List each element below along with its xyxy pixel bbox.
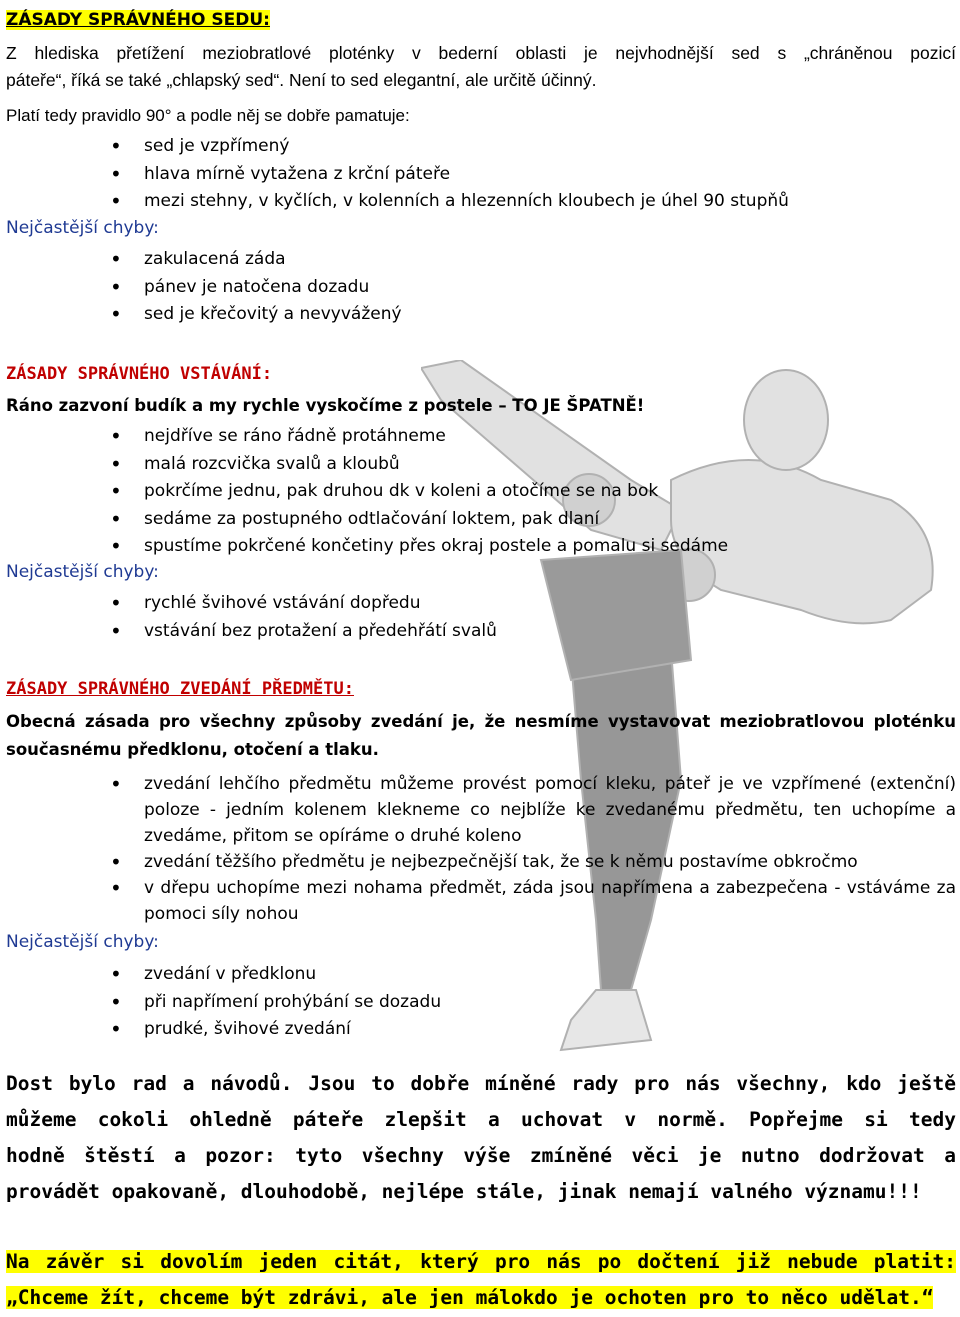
list-item: • při napřímení prohýbání se dozadu (6, 989, 956, 1017)
list-item: • hlava mírně vytažena z krční páteře (6, 161, 956, 189)
quote-intro: Na závěr si dovolím jeden citát, který pro nás po dočtení již nebude platit: (6, 1250, 956, 1273)
sed-list (6, 133, 956, 216)
closing-line3: hodně štěstí a pozor: tyto všechny výše zmíněné věci je nutno dodržovat a (6, 1144, 956, 1167)
vstavani-errors-label: Nejčastější chyby: (6, 562, 159, 582)
quote-text: „Chceme žít, chceme být zdrávi, ale jen málokdo je ochoten pro to něco udělat.“ (6, 1286, 934, 1309)
vstavani-list (6, 423, 956, 561)
list-item: • spustíme pokrčené končetiny přes okraj postele a pomalu si sedáme (6, 533, 956, 561)
list-item: • v dřepu uchopíme mezi nohama předmět, záda jsou napřímena a zabezpečena - vstáváme za pomoci síly nohou (6, 875, 956, 927)
list-item: • sedáme za postupného odtlačování loktem, pak dlaní (6, 506, 956, 534)
quote-intro-wrap (6, 1244, 956, 1280)
closing-line4: provádět opakovaně, dlouhodobě, nejlépe stále, jinak nemají valného významu!!! (6, 1180, 922, 1203)
list-item: • pánev je natočena dozadu (6, 274, 956, 302)
list-item: • prudké, švihové zvedání (6, 1016, 956, 1044)
zvedani-intro-line2: současnému předklonu, otočení a tlaku. (6, 740, 379, 759)
heading-zvedani: ZÁSADY SPRÁVNÉHO ZVEDÁNÍ PŘEDMĚTU: (6, 679, 354, 699)
sed-errors-list (6, 246, 956, 329)
list-item: • malá rozcvička svalů a kloubů (6, 451, 956, 479)
vstavani-intro: Ráno zazvoní budík a my rychle vyskočíme z postele – TO JE ŠPATNĚ! (6, 396, 645, 415)
sed-errors-label: Nejčastější chyby: (6, 218, 159, 238)
sed-intro-line1: Z hlediska přetížení meziobratlové ploténky v bederní oblasti je nejvhodnější sed s „chráněnou pozicí (6, 43, 956, 63)
quote-text-wrap (6, 1280, 956, 1316)
zvedani-errors-list (6, 961, 956, 1044)
zvedani-errors-label: Nejčastější chyby: (6, 932, 159, 952)
list-item: • rychlé švihové vstávání dopředu (6, 590, 956, 618)
vstavani-errors-list (6, 590, 956, 645)
closing-line1: Dost bylo rad a návodů. Jsou to dobře míněné rady pro nás všechny, kdo ještě (6, 1072, 956, 1095)
list-item: • zvedání lehčího předmětu můžeme provést pomocí kleku, páteř je ve vzpřímené (extenční) poloze - jedním kolenem klekneme co nejblíže ke zvedanému předmětu, ten uchopíme a zvedáme, přitom se opíráme o druhé koleno (6, 771, 956, 849)
closing-line2: můžeme cokoli ohledně páteře zlepšit a uchovat v normě. Popřejme si tedy (6, 1108, 956, 1131)
sed-rule: Platí tedy pravidlo 90° a podle něj se dobře pamatuje: (6, 106, 410, 125)
list-item: • mezi stehny, v kyčlích, v kolenních a hlezenních kloubech je úhel 90 stupňů (6, 188, 956, 216)
sed-intro-line2: páteře“, říká se také „chlapský sed“. Není to sed elegantní, ale určitě účinný. (6, 70, 597, 90)
heading-vstavani: ZÁSADY SPRÁVNÉHO VSTÁVÁNÍ: (6, 364, 273, 384)
zvedani-intro-line1: Obecná zásada pro všechny způsoby zvedání je, že nesmíme vystavovat meziobratlovou ploténku (6, 712, 956, 731)
list-item: • nejdříve se ráno řádně protáhneme (6, 423, 956, 451)
heading-sed: ZÁSADY SPRÁVNÉHO SEDU: (6, 10, 270, 30)
list-item: • zvedání těžšího předmětu je nejbezpečnější tak, že se k němu postavíme obkročmo (6, 849, 956, 875)
list-item: • zvedání v předklonu (6, 961, 956, 989)
list-item: • sed je vzpřímený (6, 133, 956, 161)
zvedani-list (6, 771, 956, 927)
list-item: • pokrčíme jednu, pak druhou dk v koleni a otočíme se na bok (6, 478, 956, 506)
list-item: • vstávání bez protažení a předehřátí svalů (6, 618, 956, 646)
list-item: • zakulacená záda (6, 246, 956, 274)
list-item: • sed je křečovitý a nevyvážený (6, 301, 956, 329)
